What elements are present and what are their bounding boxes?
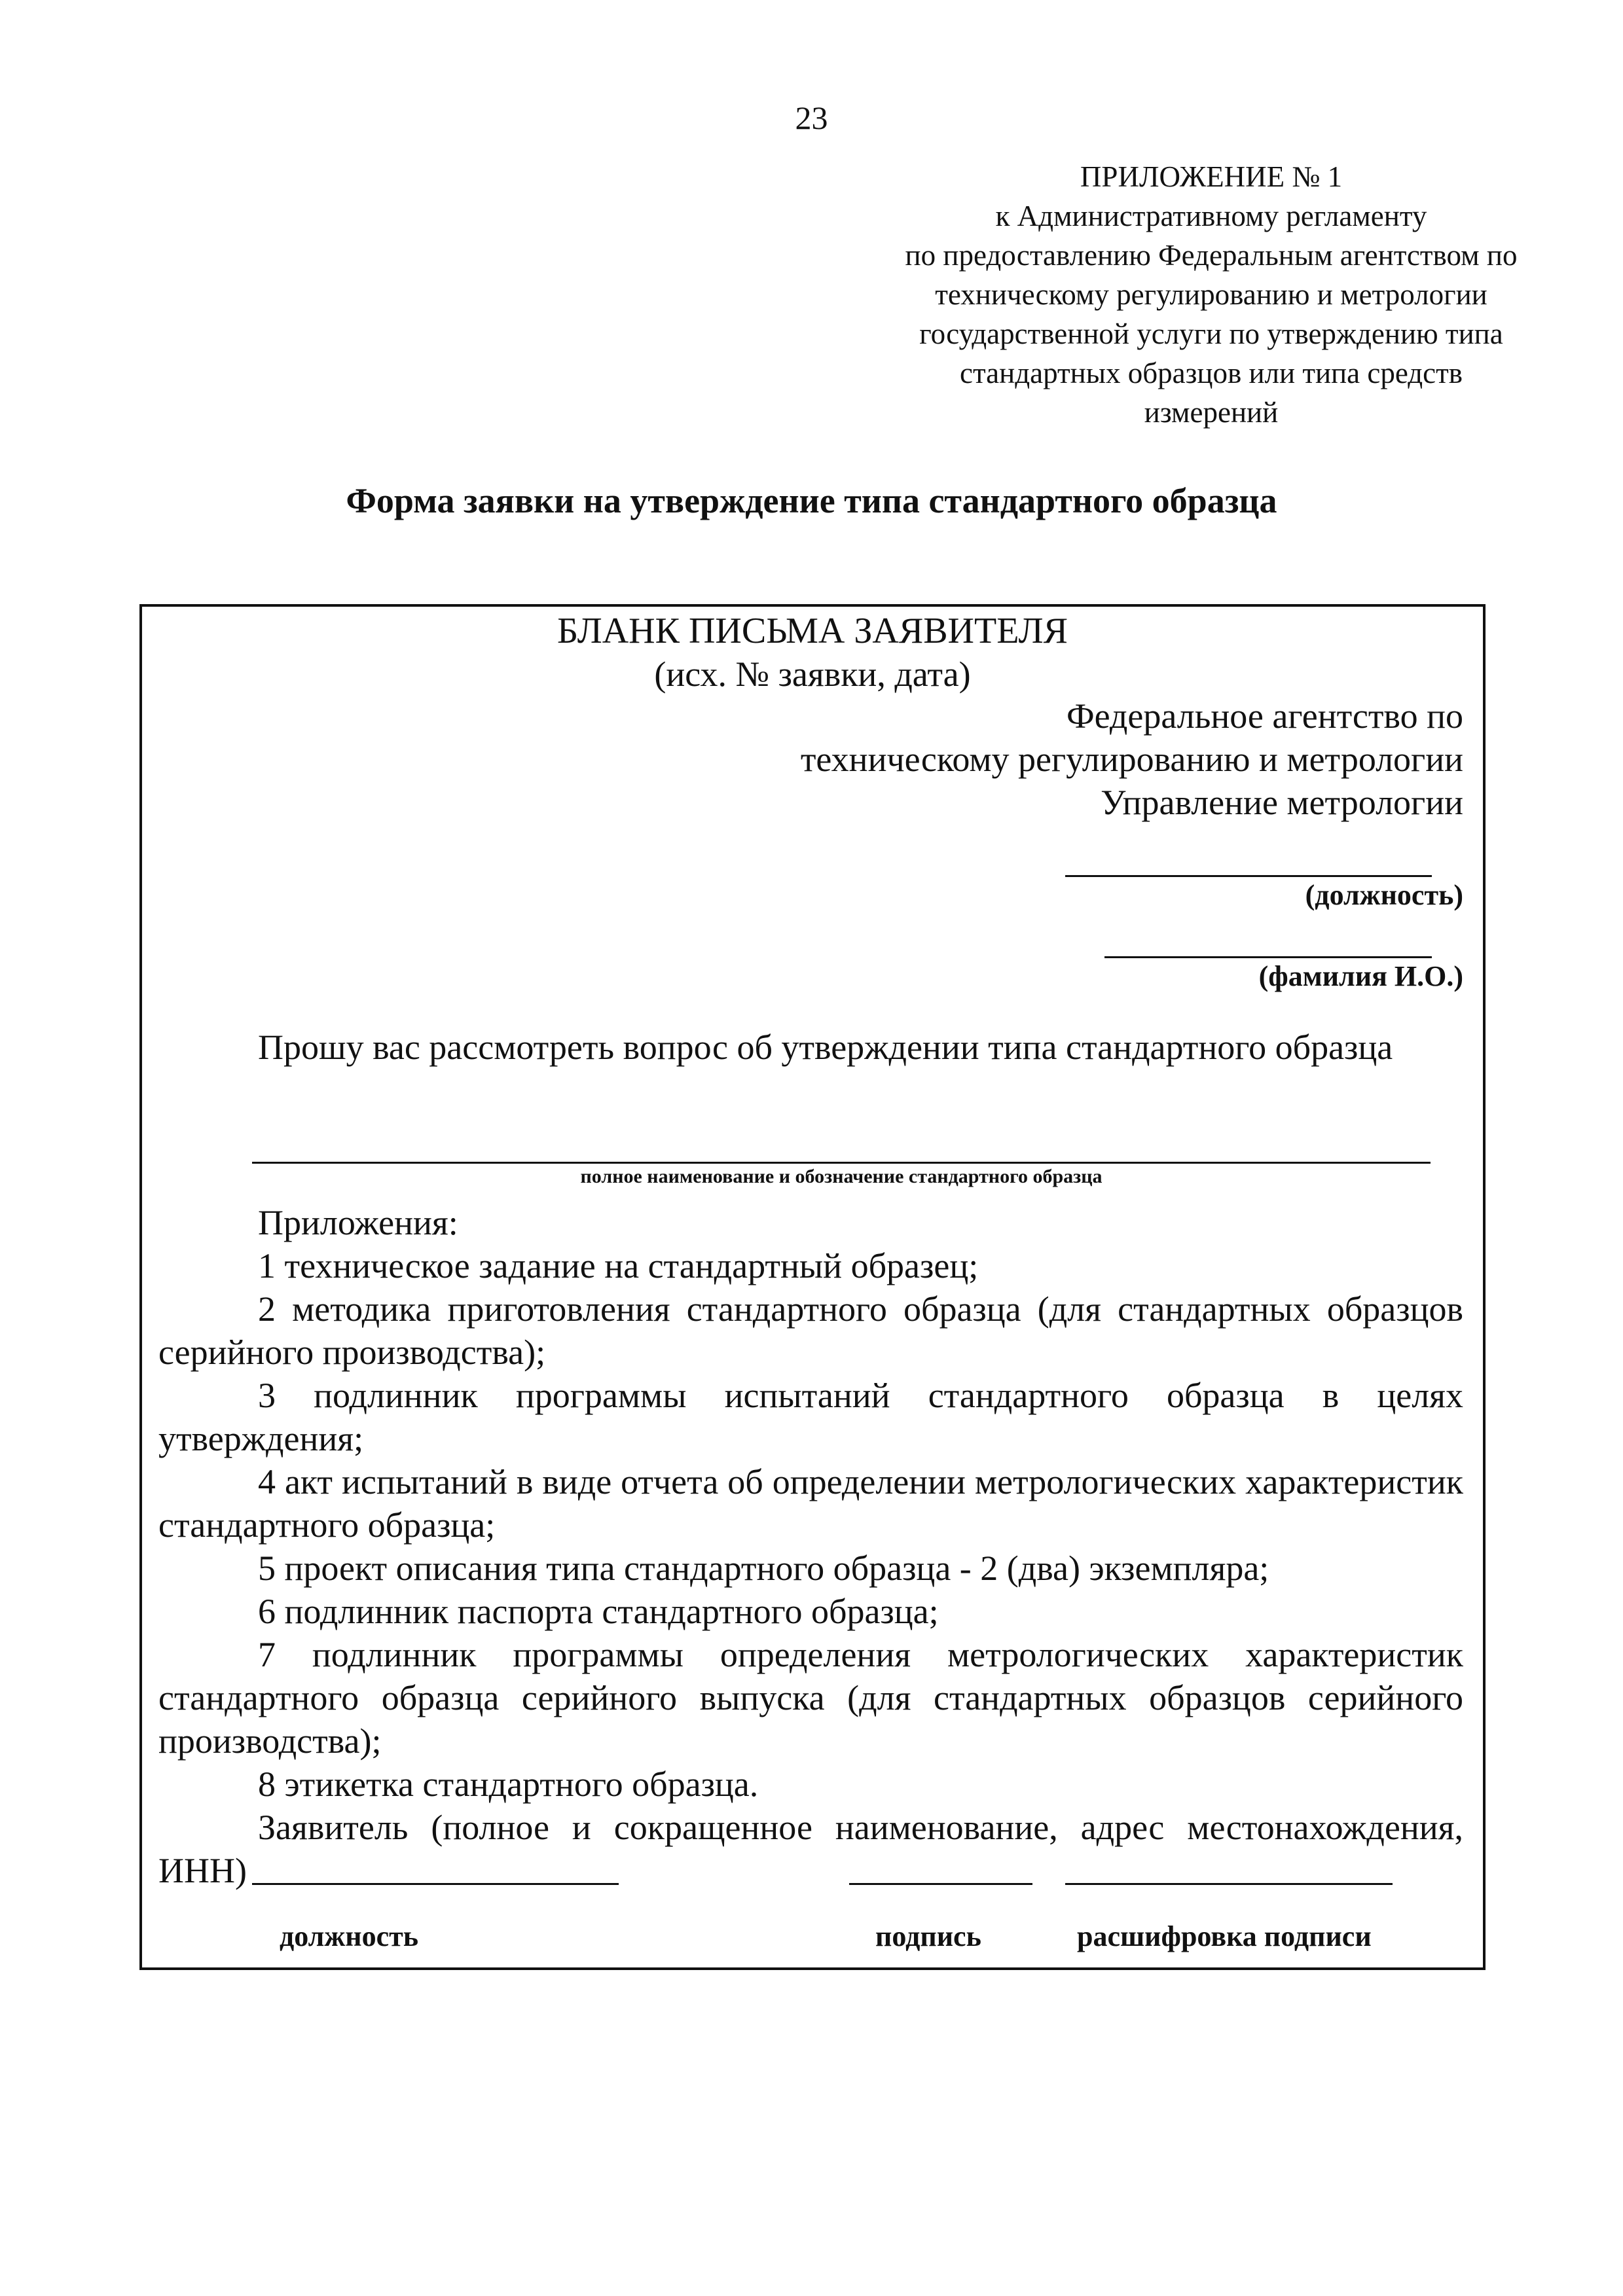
- appendix-line: ПРИЛОЖЕНИЕ № 1: [1080, 160, 1343, 193]
- applicant-details: Заявитель (полное и сокращенное наименование, адрес местонахождения, ИНН): [158, 1808, 1463, 1890]
- position-caption: (должность): [1305, 879, 1463, 911]
- outgoing-reference: (исх. № заявки, дата): [654, 655, 971, 694]
- attachment-item: 1 техническое задание на стандартный образец;: [258, 1246, 979, 1285]
- attachment-item: 6 подлинник паспорта стандартного образца;: [258, 1592, 939, 1631]
- signature-decoding-line: [1065, 1883, 1393, 1885]
- name-blank-line: [1104, 956, 1432, 958]
- attachments-list: [158, 1201, 1463, 1892]
- signature-decoding-label: расшифровка подписи: [1077, 1920, 1372, 1952]
- recipient-block: [801, 694, 1463, 824]
- letterhead-title: БЛАНК ПИСЬМА ЗАЯВИТЕЛЯ: [556, 611, 1068, 651]
- recipient-line: техническому регулированию и метрологии: [800, 740, 1463, 779]
- recipient-line: Управление метрологии: [1101, 783, 1463, 822]
- name-caption: (фамилия И.О.): [1258, 960, 1463, 992]
- appendix-line: техническому регулированию и метрологии: [935, 278, 1487, 311]
- page-number: 23: [795, 99, 828, 136]
- attachment-item: 8 этикетка стандартного образца.: [258, 1765, 759, 1804]
- appendix-line: по предоставлению Федеральным агентством по: [905, 239, 1518, 272]
- standard-name-blank-line: [252, 1162, 1431, 1164]
- attachments-heading: Приложения:: [258, 1203, 458, 1242]
- position-signature-line: [252, 1883, 619, 1885]
- recipient-line: Федеральное агентство по: [1066, 696, 1463, 736]
- position-label: должность: [280, 1920, 419, 1952]
- appendix-header: [831, 157, 1591, 432]
- signature-label: подпись: [875, 1920, 981, 1952]
- form-title: Форма заявки на утверждение типа стандартного образца: [346, 481, 1277, 520]
- signature-line: [849, 1883, 1032, 1885]
- appendix-line: стандартных образцов или типа средств: [959, 357, 1463, 389]
- appendix-line: государственной услуги по утверждению типа: [919, 317, 1503, 350]
- attachment-item: 5 проект описания типа стандартного образца - 2 (два) экземпляра;: [258, 1549, 1269, 1588]
- applicant-letter-form: [139, 604, 1486, 1970]
- attachment-item: 3 подлинник программы испытаний стандартного образца в целях утверждения;: [158, 1376, 1463, 1458]
- standard-name-caption: полное наименование и обозначение стандартного образца: [580, 1166, 1103, 1187]
- position-blank-line: [1065, 875, 1432, 877]
- attachment-item: 7 подлинник программы определения метрологических характеристик стандартного образца серийного выпуска (для стандартных образцов серийного производства);: [158, 1635, 1463, 1761]
- appendix-line: к Административному регламенту: [995, 200, 1427, 232]
- attachment-item: 4 акт испытаний в виде отчета об определении метрологических характеристик стандартного образца;: [158, 1462, 1463, 1545]
- attachment-item: 2 методика приготовления стандартного образца (для стандартных образцов серийного производства);: [158, 1289, 1463, 1372]
- appendix-line: измерений: [1144, 396, 1279, 429]
- request-text: Прошу вас рассмотреть вопрос об утверждении типа стандартного образца: [258, 1028, 1393, 1067]
